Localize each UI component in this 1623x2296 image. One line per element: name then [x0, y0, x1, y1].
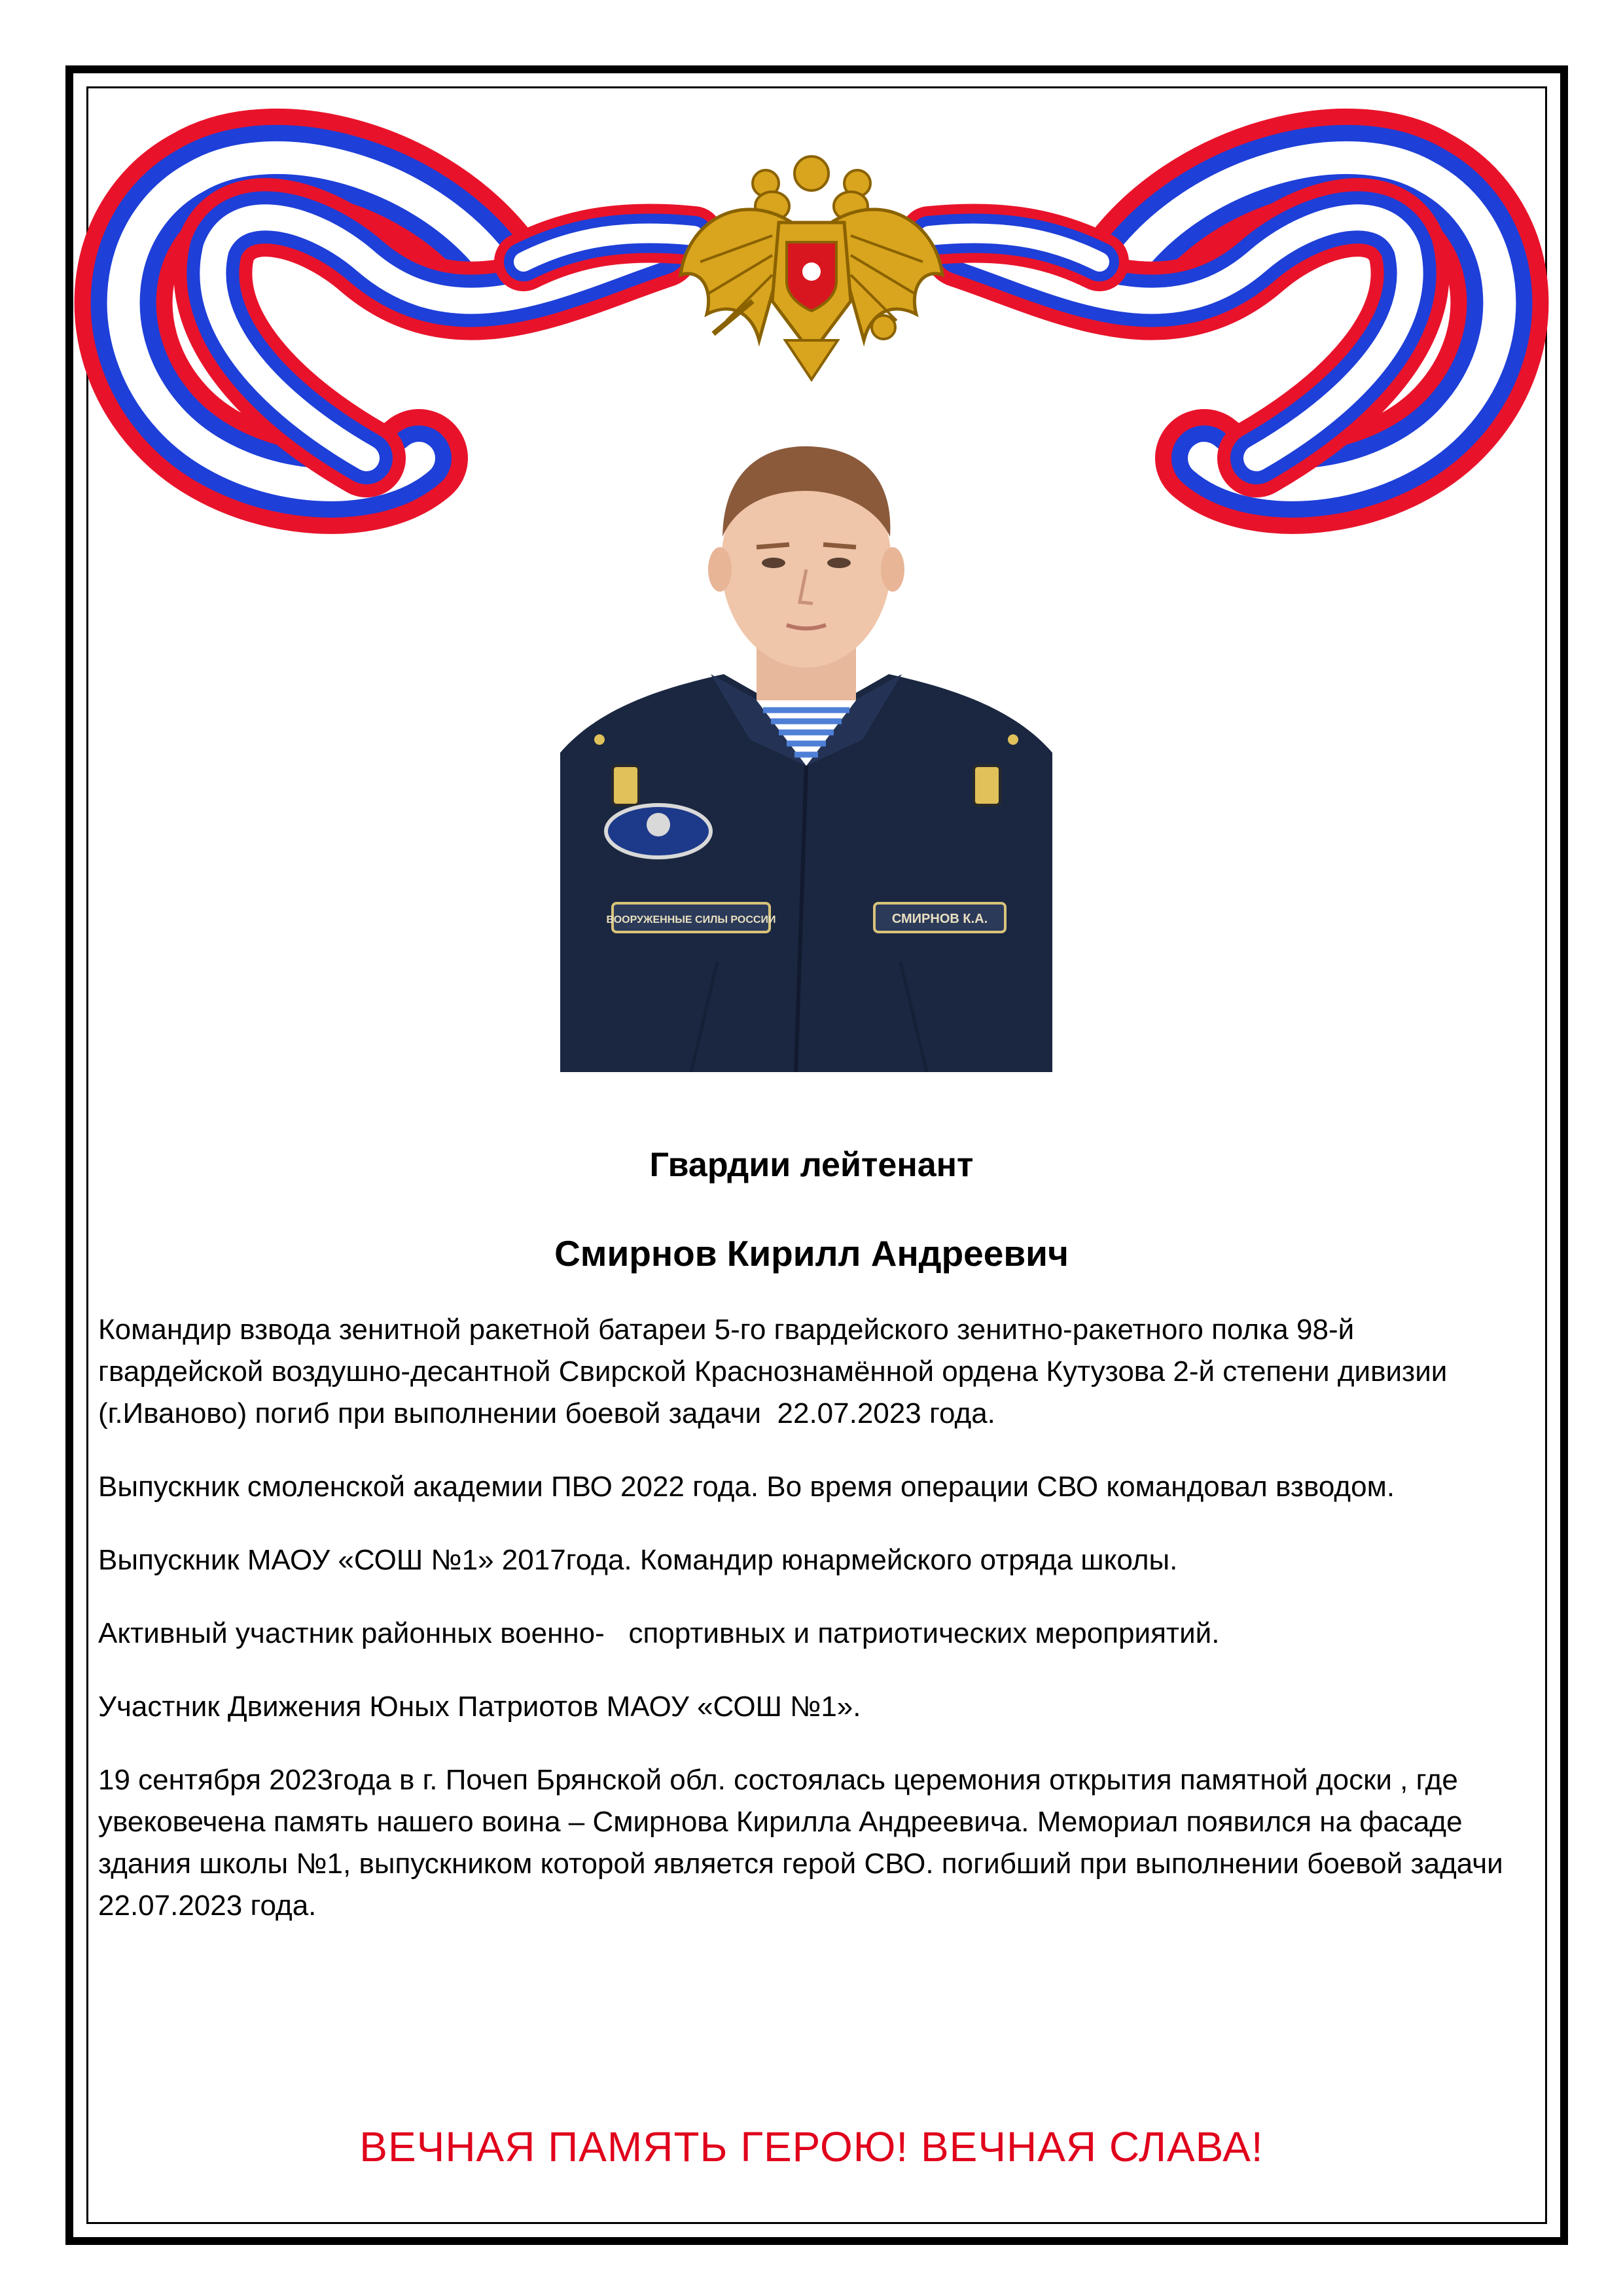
memorial-motto: ВЕЧНАЯ ПАМЯТЬ ГЕРОЮ! ВЕЧНАЯ СЛАВА! [359, 2123, 1264, 2170]
portrait-photo [560, 399, 1052, 1072]
bio-paragraph: Командир взвода зенитной ракетной батареи 5-го гвардейского зенитно-ракетного полка 98-й гвардейской воздушно-десантной Свирской Краснознамённой ордена Кутузова 2-й степени дивизии (г.Иваново) погиб при выполнении боевой задачи 22.07.2023 года. [98, 1314, 1455, 1429]
soldier-portrait [560, 399, 1052, 1072]
biography [98, 1309, 1535, 1958]
bio-paragraph: 19 сентября 2023года в г. Почеп Брянской обл. состоялась церемония открытия памятной доски , где увековечена память нашего воина – Смирнова Кирилла Андреевича. Мемориал появился на фасаде здания школы №1, выпускником которой является герой СВО. погибший при выполнении боевой задачи 22.07.2023 года. [98, 1764, 1535, 1922]
double-headed-eagle-icon [681, 156, 942, 380]
bio-paragraph: Выпускник смоленской академии ПВО 2022 года. Во время операции СВО командовал взводом. [98, 1471, 1395, 1503]
patch-left-label: ВООРУЖЕННЫЕ СИЛЫ РОССИИ [606, 914, 776, 925]
rank-title: Гвардии лейтенант [649, 1146, 974, 1184]
bio-paragraph: Выпускник МАОУ «СОШ №1» 2017года. Командир юнармейского отряда школы. [98, 1544, 1178, 1576]
patch-right-label: СМИРНОВ К.А. [891, 912, 988, 926]
bio-paragraph: Активный участник районных военно- спортивных и патриотических мероприятий. [98, 1617, 1220, 1649]
bio-paragraph: Участник Движения Юных Патриотов МАОУ «СОШ №1». [98, 1691, 861, 1723]
hero-name: Смирнов Кирилл Андреевич [554, 1233, 1069, 1274]
